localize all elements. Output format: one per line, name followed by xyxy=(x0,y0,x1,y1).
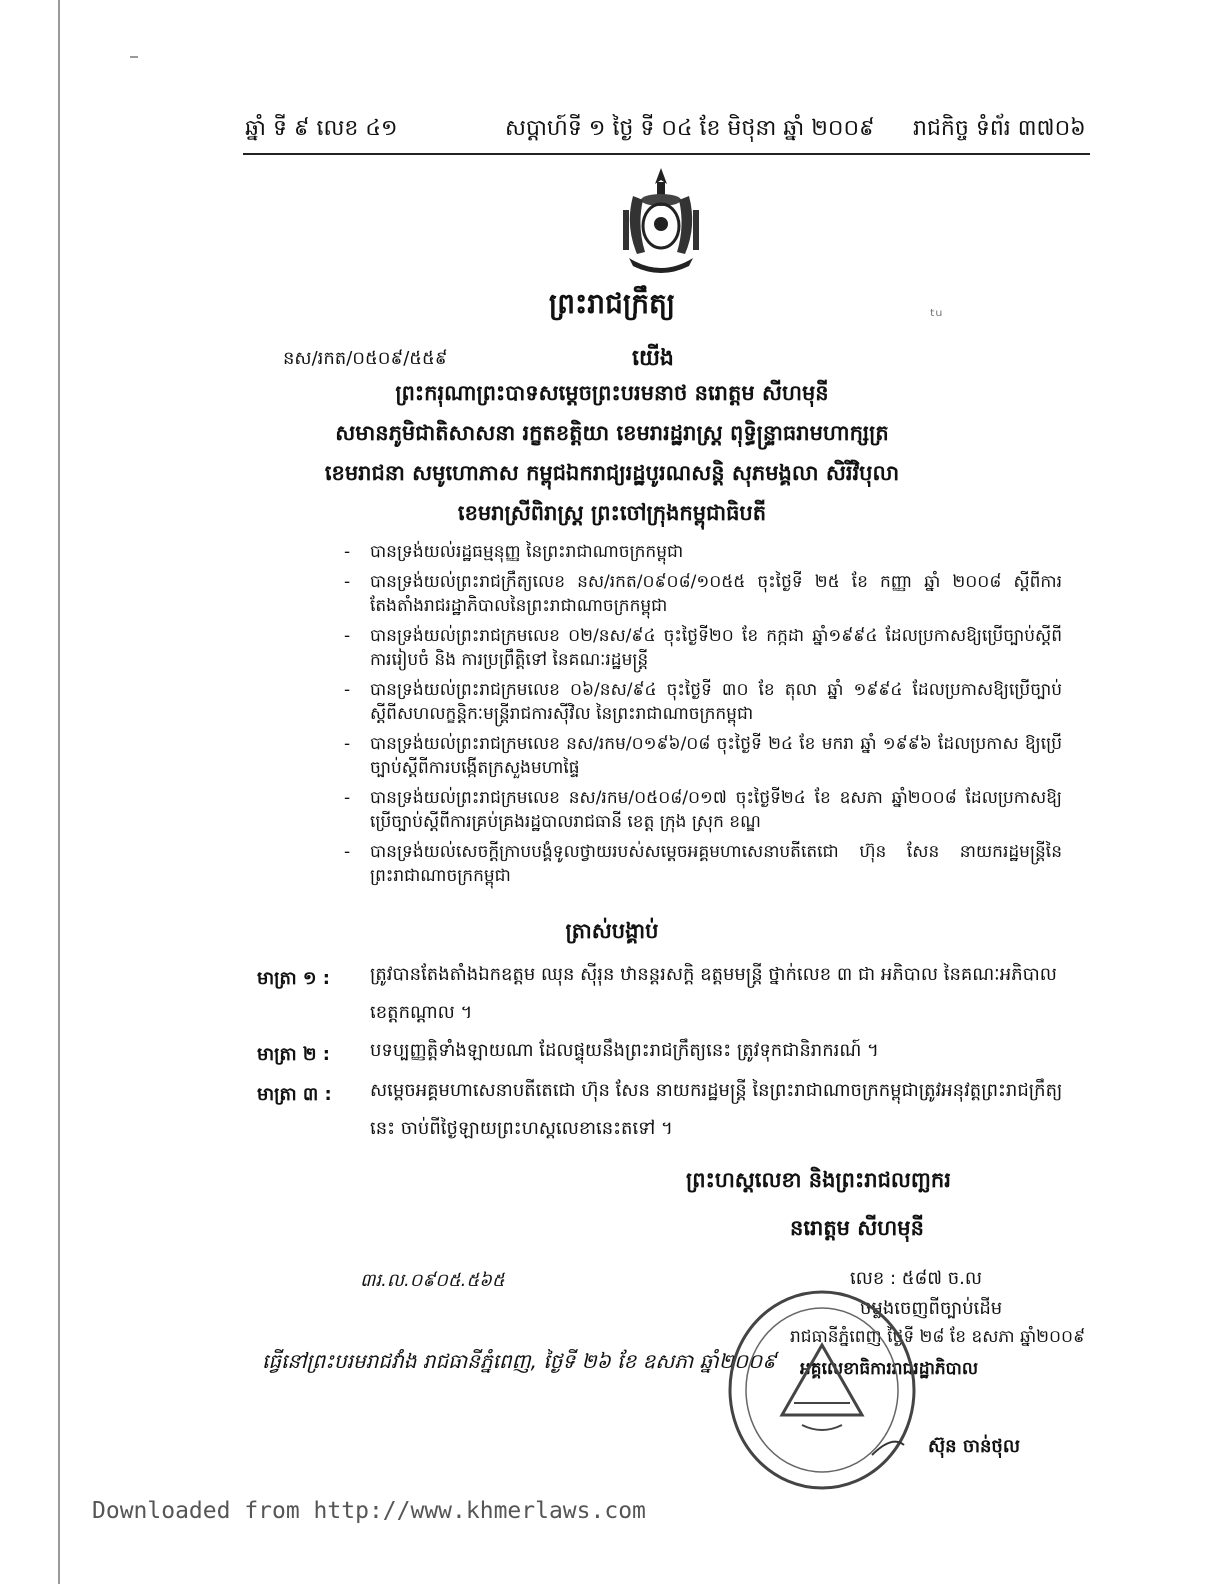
certified-copy: ចម្លងចេញពីច្បាប់ដើម xyxy=(860,1298,1003,1319)
bottom-signer: ស៊ុន ចាន់ថុល xyxy=(928,1436,1020,1457)
list-item: - បានទ្រង់យល់ព្រះរាជក្រមលេខ នស/រកម/០១៩៦/០៨ ចុះថ្ងៃទី ២៤ ខែ មករា ឆ្នាំ ១៩៩៦ ដែលប្រកាស ឱ្យប្រើច្បាប់ស្តីពីការបង្កើតក្រសួងមហាផ្ទៃ xyxy=(342,732,1062,780)
decree-heading: ត្រាស់បង្គាប់ xyxy=(565,919,659,943)
page-title: ព្រះរាជក្រឹត្យ xyxy=(548,287,676,320)
article-1-text: ត្រូវបានតែងតាំងឯកឧត្តម ឈុន ស៊ីរុន ឋានន្តរសក្តិ ឧត្តមមន្ត្រី ថ្នាក់លេខ ៣ ជា អភិបាល នៃគណៈអភិបាល ខេត្តកណ្តាល ។ xyxy=(370,964,1057,1023)
royal-emblem-icon xyxy=(615,166,707,278)
signatory-name: នរោត្តម សីហមុនី xyxy=(790,1216,924,1240)
intro-line-3: ខេមរាជនា សមូហោភាស កម្ពុជឯករាជ្យរដ្ឋបូរណសន្តិ សុភមង្គលា សិរីវិបុលា xyxy=(324,461,900,485)
footer-source: Downloaded from http://www.khmerlaws.com xyxy=(92,1498,646,1524)
list-item: - បានទ្រង់យល់ព្រះរាជក្រមលេខ នស/រកម/០៥០៨/០១៧ ចុះថ្ងៃទី២៤ ខែ ឧសភា ឆ្នាំ២០០៨ ដែលប្រកាសឱ្យប្រើច្បាប់ស្តីពីការគ្រប់គ្រងរដ្ឋបាលរាជធានី ខេត្ត ក្រុង ស្រុក ខណ្ឌ xyxy=(342,786,1062,834)
list-item: - បានទ្រង់យល់ព្រះរាជក្រមលេខ ០២/នស/៩៤ ចុះថ្ងៃទី២០ ខែ កក្កដា ឆ្នាំ១៩៩៤ ដែលប្រកាសឱ្យប្រើច្បាប់ស្តីពីការរៀបចំ និង ការប្រព្រឹត្តិទៅ នៃគណៈរដ្ឋមន្ត្រី xyxy=(342,624,1062,672)
we-heading: យើង xyxy=(632,346,674,371)
article-2-label: មាត្រា ២ : xyxy=(257,1044,330,1065)
list-item: - បានទ្រង់យល់រដ្ឋធម្មនុញ្ញ នៃព្រះរាជាណាចក្រកម្ពុជា xyxy=(342,540,1062,564)
reference-number: នស/រកត/០៥០៩/៥៥៩ xyxy=(283,348,448,369)
scan-edge-line xyxy=(58,0,60,1584)
intro-line-1: ព្រះករុណាព្រះបាទសម្តេចព្រះបរមនាថ នរោត្តម សីហមុនី xyxy=(395,381,829,405)
list-item: - បានទ្រង់យល់សេចក្តីក្រាបបង្គំទូលថ្វាយរបស់សម្តេចអគ្គមហាសេនាបតីតេជោ ហ៊ុន សែន នាយករដ្ឋមន្ត្រីនៃព្រះរាជាណាចក្រកម្ពុជា xyxy=(342,840,1062,888)
scan-speck xyxy=(130,56,138,58)
phnom-penh-date: រាជធានីភ្នំពេញ ថ្ងៃទី ២៨ ខែ ឧសភា ឆ្នាំ២០០៩ xyxy=(790,1327,1086,1347)
signature-line: ព្រះហស្តលេខា និងព្រះរាជលញ្ឆករ xyxy=(686,1168,951,1192)
article-3-text: សម្តេចអគ្គមហាសេនាបតីតេជោ ហ៊ុន សែន នាយករដ្ឋមន្ត្រី នៃព្រះរាជាណាចក្រកម្ពុជាត្រូវអនុវត្តព្រះរាជក្រឹត្យនេះ ចាប់ពីថ្ងៃឡាយព្រះហស្តលេខានេះតទៅ ។ xyxy=(370,1080,1063,1139)
list-item: - បានទ្រង់យល់ព្រះរាជក្រឹត្យលេខ នស/រកត/០៩០៨/១០៥៥ ចុះថ្ងៃទី ២៥ ខែ កញ្ញា ឆ្នាំ ២០០៨ ស្តីពីការតែងតាំងរាជរដ្ឋាភិបាលនៃព្រះរាជាណាចក្រកម្ពុជា xyxy=(342,570,1062,618)
intro-line-2: សមានភូមិជាតិសាសនា រក្ខតខត្តិយា ខេមរារដ្ឋរាស្ត្រ ពុទ្ធិន្ទ្រាធរាមហាក្សត្រ xyxy=(335,421,889,445)
considerations-list xyxy=(342,540,1062,894)
header-left: ឆ្នាំ ទី ៩ លេខ ៤១ xyxy=(245,116,398,141)
registry-number: លេខ : ៥៨៧ ច.ល xyxy=(850,1268,983,1289)
palace-date-line: ធ្វើនៅព្រះបរមរាជវាំង រាជធានីភ្នំពេញ, ថ្ងៃទី ២៦ ខែ ឧសភា ឆ្នាំ២០០៩ xyxy=(262,1349,777,1373)
article-3-label: មាត្រា ៣ : xyxy=(257,1084,332,1105)
article-2-text: បទប្បញ្ញត្តិទាំងឡាយណា ដែលផ្ទុយនឹងព្រះរាជក្រឹត្យនេះ ត្រូវទុកជានិរាករណ៍ ។ xyxy=(370,1040,879,1061)
left-number: ៣រ.ល.០៩០៥.៥៦៥ xyxy=(360,1270,505,1291)
article-1-label: មាត្រា ១ : xyxy=(257,968,330,989)
intro-line-4: ខេមរាស្រីពិរាស្ត្រ ព្រះចៅក្រុងកម្ពុជាធិបតី xyxy=(457,501,767,525)
secretariat: អគ្គលេខាធិការរាជរដ្ឋាភិបាល xyxy=(800,1359,979,1379)
official-seal-icon xyxy=(722,1285,922,1495)
header-right: រាជកិច្ច ទំព័រ ៣៧០៦ xyxy=(913,116,1086,141)
header-center: សប្តាហ៍ទី ១ ថ្ងៃ ទី ០៤ ខែ មិថុនា ឆ្នាំ ២០០៩ xyxy=(505,116,875,141)
list-item: - បានទ្រង់យល់ព្រះរាជក្រមលេខ ០៦/នស/៩៤ ចុះថ្ងៃទី ៣០ ខែ តុលា ឆ្នាំ ១៩៩៤ ដែលប្រកាសឱ្យប្រើច្បាប់ស្តីពីសហលក្ខន្តិកៈមន្ត្រីរាជការស៊ីវិល នៃព្រះរាជាណាចក្រកម្ពុជា xyxy=(342,678,1062,726)
header-rule xyxy=(243,153,1090,155)
stray-handwritten-mark: ᵗᵘ xyxy=(930,306,943,327)
